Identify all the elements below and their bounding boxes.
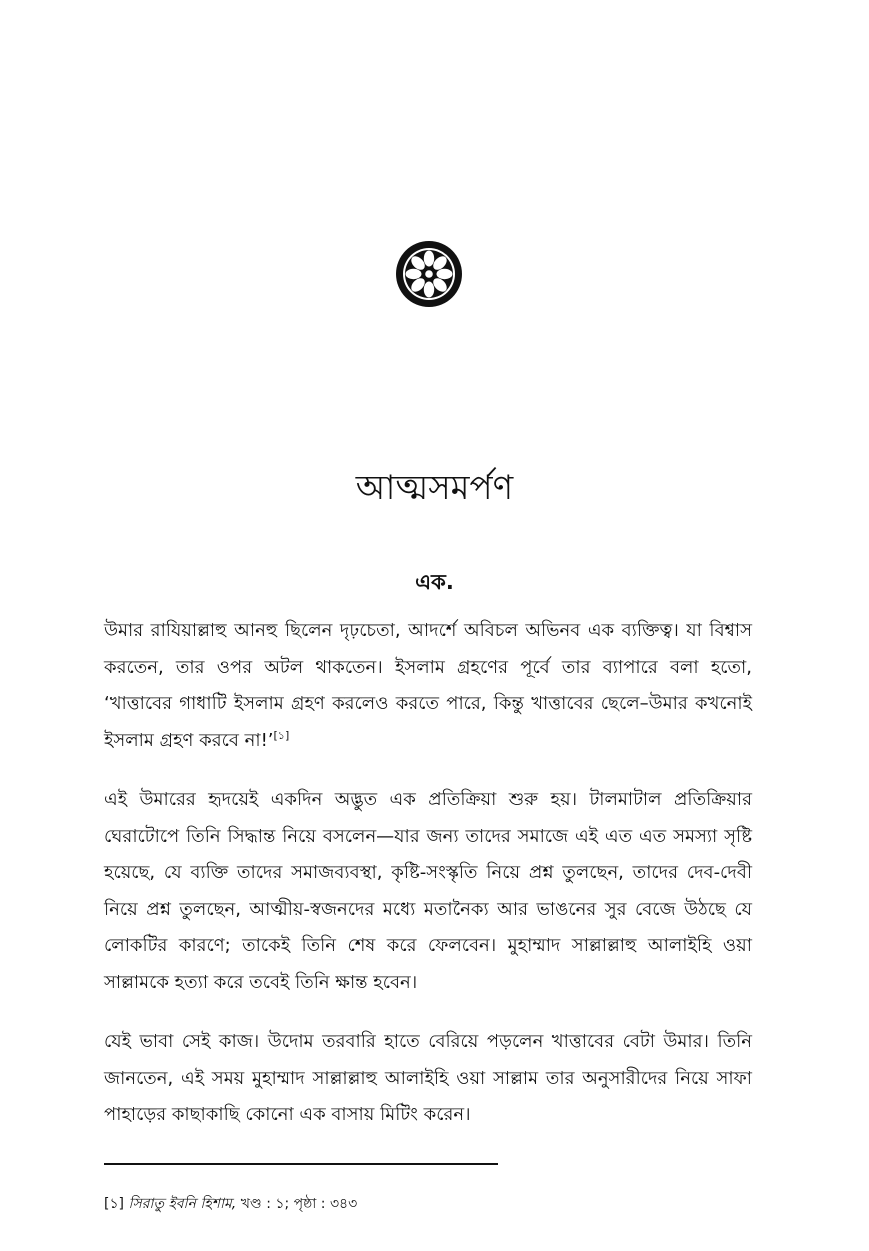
footnote-source: সিরাতু ইবনি হিশাম, bbox=[128, 1196, 237, 1212]
section-heading: এক. bbox=[415, 570, 454, 594]
chapter-title: আত্মসমর্পণ bbox=[355, 468, 514, 508]
footnote-marker: [১] bbox=[104, 1196, 125, 1212]
footnote bbox=[104, 1192, 357, 1216]
paragraph-text: যেই ভাবা সেই কাজ। উদোম তরবারি হাতে বেরিয়ে পড়লেন খাত্তাবের বেটা উমার। তিনি জানতেন, এই সময় মুহাম্মাদ সাল্লাল্লাহু আলাইহি ওয়া সাল্লাম তার অনুসারীদের নিয়ে সাফা পাহাড়ের কাছাকাছি কোনো এক বাসায় মিটিং করেন। bbox=[104, 1031, 752, 1125]
paragraph-1 bbox=[104, 613, 752, 759]
paragraph-3 bbox=[104, 1024, 752, 1134]
footnote-divider bbox=[104, 1163, 498, 1165]
flower-wheel-icon bbox=[393, 238, 465, 310]
paragraph-2 bbox=[104, 782, 752, 1001]
paragraph-text: এই উমারের হৃদয়েই একদিন অদ্ভুত এক প্রতিক্রিয়া শুরু হয়। টালমাটাল প্রতিক্রিয়ার ঘেরাটোপে তিনি সিদ্ধান্ত নিয়ে বসলেন—যার জন্য তাদের সমাজে এই এত এত সমস্যা সৃষ্টি হয়েছে, যে ব্যক্তি তাদের সমাজব্যবস্থা, কৃষ্টি-সংস্কৃতি নিয়ে প্রশ্ন তুলছেন, তাদের দেব-দেবী নিয়ে প্রশ্ন তুলছেন, আত্মীয়-স্বজনদের মধ্যে মতানৈক্য আর ভাঙনের সুর বেজে উঠছে যে লোকটির কারণে; তাকেই তিনি শেষ করে ফেলবেন। মুহাম্মাদ সাল্লাল্লাহু আলাইহি ওয়া সাল্লামকে হত্যা করে তবেই তিনি ক্ষান্ত হবেন। bbox=[104, 789, 752, 993]
footnote-details: খণ্ড : ১; পৃষ্ঠা : ৩৪৩ bbox=[240, 1196, 358, 1212]
paragraph-text: উমার রাযিয়াল্লাহু আনহু ছিলেন দৃঢ়চেতা, আদর্শে অবিচল অভিনব এক ব্যক্তিত্ব। যা বিশ্বাস করতেন, তার ওপর অটল থাকতেন। ইসলাম গ্রহণের পূর্বে তার ব্যাপারে বলা হতো, ‘খাত্তাবের গাধাটি ইসলাম গ্রহণ করলেও করতে পারে, কিন্তু খাত্তাবের ছেলে–উমার কখনোই ইসলাম গ্রহণ করবে না!’ bbox=[104, 620, 752, 751]
footnote-reference[interactable]: [১] bbox=[273, 728, 290, 742]
